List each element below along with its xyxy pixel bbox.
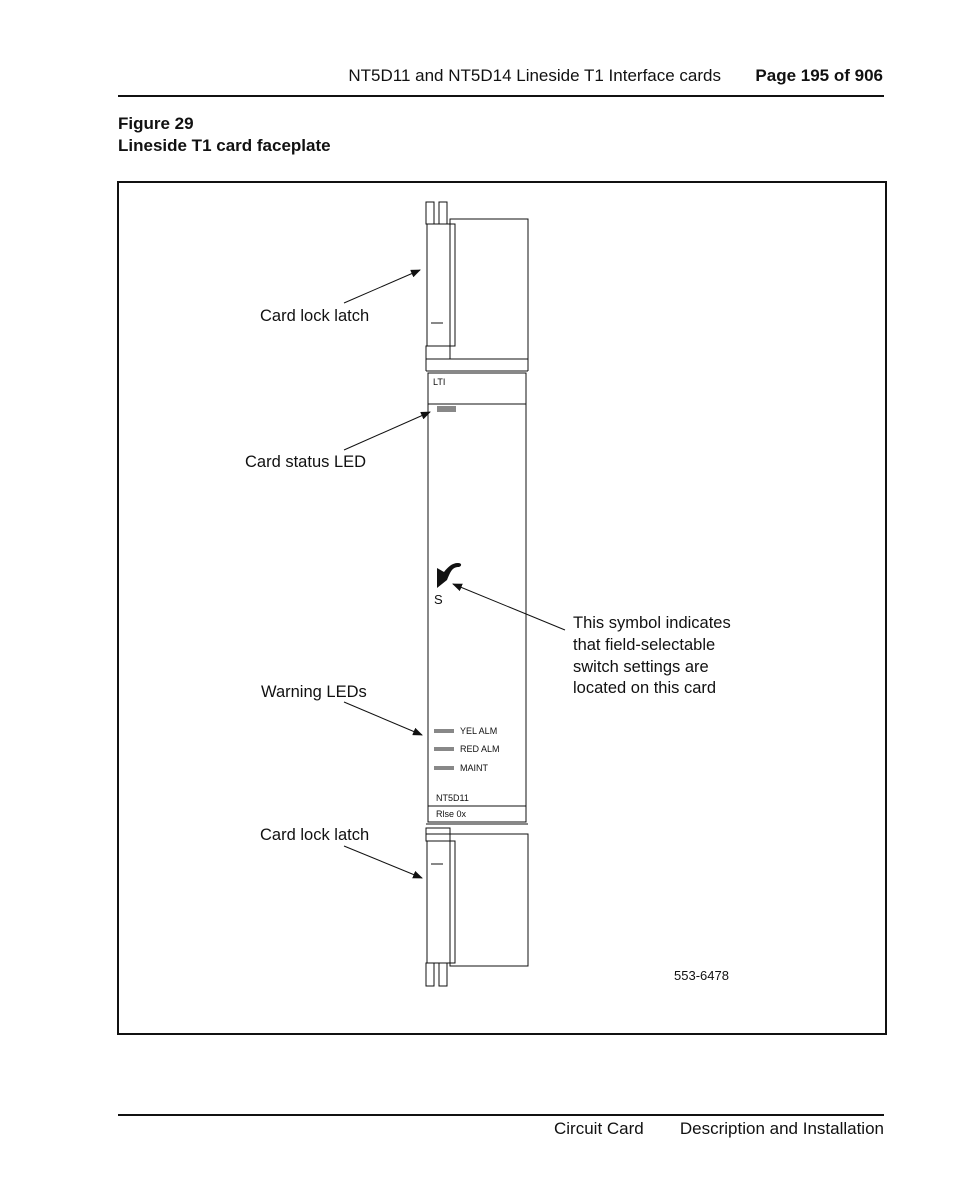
callout-symbol-line2: that field-selectable bbox=[573, 636, 716, 654]
footer-section: Circuit Card bbox=[554, 1119, 644, 1138]
callout-warning-leds: Warning LEDs bbox=[261, 683, 367, 701]
warning-leds-arrow bbox=[344, 702, 422, 735]
yellow-alarm-led bbox=[434, 729, 454, 733]
switch-settings-icon bbox=[437, 563, 461, 588]
document-title: NT5D11 and NT5D14 Lineside T1 Interface cards bbox=[348, 66, 721, 85]
card-label: LTI bbox=[433, 377, 446, 387]
warning-leds bbox=[434, 726, 500, 773]
page-number: Page 195 of 906 bbox=[755, 66, 883, 85]
top-card-lock-latch bbox=[426, 202, 528, 359]
callout-status-led: Card status LED bbox=[245, 453, 367, 471]
led-label-red-alm: RED ALM bbox=[460, 744, 500, 754]
callout-bottom-latch: Card lock latch bbox=[260, 826, 370, 844]
maint-led bbox=[434, 766, 454, 770]
figure-number: Figure 29 bbox=[118, 114, 194, 133]
red-alarm-led bbox=[434, 747, 454, 751]
figure-title: Lineside T1 card faceplate bbox=[118, 136, 331, 155]
footer-rule bbox=[118, 1114, 884, 1116]
switch-symbol-arrow bbox=[453, 584, 565, 630]
led-label-maint: MAINT bbox=[460, 763, 488, 773]
drawing-id: 553-6478 bbox=[674, 968, 729, 983]
bottom-latch-arrow bbox=[344, 846, 422, 878]
callout-symbol-line3: switch settings are bbox=[573, 658, 709, 676]
faceplate-body bbox=[428, 373, 526, 822]
led-label-yel-alm: YEL ALM bbox=[460, 726, 498, 736]
status-led-arrow bbox=[344, 412, 430, 450]
switch-symbol-letter: S bbox=[434, 592, 443, 607]
callout-symbol-line1: This symbol indicates bbox=[573, 614, 731, 632]
top-latch-arrow bbox=[344, 270, 420, 303]
release-label: Rlse 0x bbox=[436, 809, 467, 819]
footer-manual-title: Description and Installation bbox=[679, 1119, 884, 1138]
page-footer bbox=[118, 1118, 884, 1140]
product-code: NT5D11 bbox=[436, 793, 469, 803]
callout-top-latch: Card lock latch bbox=[260, 307, 370, 325]
card-status-led bbox=[437, 406, 456, 412]
callout-symbol-line4: located on this card bbox=[573, 679, 717, 697]
bottom-card-lock-latch bbox=[426, 828, 528, 986]
